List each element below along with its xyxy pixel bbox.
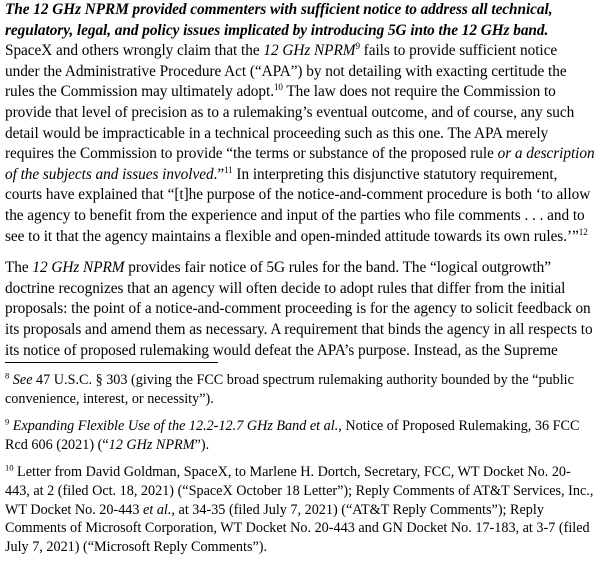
footnote-8-text: 47 U.S.C. § 303 (giving the FCC broad spectrum rulemaking authority bounded by the “public convenience, interest, or necessity”). — [5, 372, 574, 407]
footnote-8-number: 8 — [5, 370, 10, 381]
p1-text-3: The law does not require the Commission to provide that level of precision as to a rulemaking’s eventual outcome, and of course, any such detail would be impracticable in a technical proceeding such as this one. The APA merely requires the Commission to provide “the terms or substance of the proposed rule — [5, 83, 575, 163]
footnote-10-text-2: , at 34-35 (filed July 7, 2021) (“AT&T Reply Comments”); Reply Comments of Microsoft Corporation, WT Docket No. 20-443 and GN Docket No. 17-183, at 3-7 (filed July 7, 2021) (“Microsoft Reply Comments”). — [5, 501, 590, 555]
footnote-9-number: 9 — [5, 416, 10, 427]
p1-quote-italic: or a description of the subjects and issues involved — [5, 145, 595, 183]
p2-lead: The — [5, 259, 33, 277]
footnote-9-end: ”). — [194, 436, 210, 453]
paragraph-1 — [5, 0, 595, 247]
p2-text: provides fair notice of 5G rules for the band. The “logical outgrowth” doctrine recognizes that an agency will often decide to adopt rules that differ from the initial proposals: the point of a notice-and-comment proceeding is for the agency to solicit feedback on its proposals and amend them as necessary. A requirement that binds the agency in all respects to its notice of proposed rulemaking would defeat the APA’s purpose. Instead, as the Supreme — [5, 259, 593, 359]
p1-text-2: fails to provide sufficient notice under the Administrative Procedure Act (“APA”) by not detailing with exacting certitude the rules the Commission may ultimately adopt. — [5, 42, 567, 101]
footnote-9 — [5, 417, 595, 454]
footnote-10 — [5, 463, 595, 556]
footnote-9-text: , Notice of Proposed Rulemaking, 36 FCC Rcd 606 (2021) (“ — [5, 418, 580, 453]
section-heading: The 12 GHz NPRM provided commenters with sufficient notice to address all technical, regulatory, legal, and policy issues implicated by introducing 5G into the 12 GHz band. — [5, 1, 553, 39]
footnote-ref-10[interactable]: 10 — [273, 82, 283, 93]
paragraph-2 — [5, 258, 595, 361]
footnote-10-text-1: Letter from David Goldman, SpaceX, to Marlene H. Dortch, Secretary, FCC, WT Docket No. 20-443, at 2 (filed Oct. 18, 2021) (“SpaceX October 18 Letter”); Reply Comments of AT&T Services, Inc., WT Docket No. 20-443 — [5, 464, 594, 518]
footnote-10-number: 10 — [5, 462, 14, 473]
p2-nprm-ref: 12 GHz NPRM — [32, 259, 125, 277]
p1-text-5: In interpreting this disjunctive statutory requirement, courts have explained that “[t]he purpose of the notice-and-comment procedure is both ‘to allow the agency to benefit from the experience and input of the parties who file comments . . . and to see to it that the agency maintains a flexible and open-minded attitude towards its own rules.’” — [5, 165, 591, 245]
footnote-10-etal: et al. — [143, 501, 172, 518]
footnotes — [5, 371, 595, 565]
footnote-9-title: Expanding Flexible Use of the 12.2-12.7 GHz Band et al. — [12, 418, 339, 435]
footnote-8-see: See — [12, 372, 33, 388]
footnote-separator — [5, 362, 218, 363]
footnote-ref-9[interactable]: 9 — [355, 41, 360, 52]
p1-text-4: .” — [213, 165, 225, 183]
p1-nprm-ref: 12 GHz NPRM — [263, 42, 356, 60]
footnote-8 — [5, 371, 595, 408]
footnote-ref-12[interactable]: 12 — [578, 226, 588, 237]
footnote-9-short: 12 GHz NPRM — [108, 436, 195, 453]
footnote-ref-11[interactable]: 11 — [224, 164, 233, 175]
p1-text-1: SpaceX and others wrongly claim that the — [5, 42, 264, 60]
